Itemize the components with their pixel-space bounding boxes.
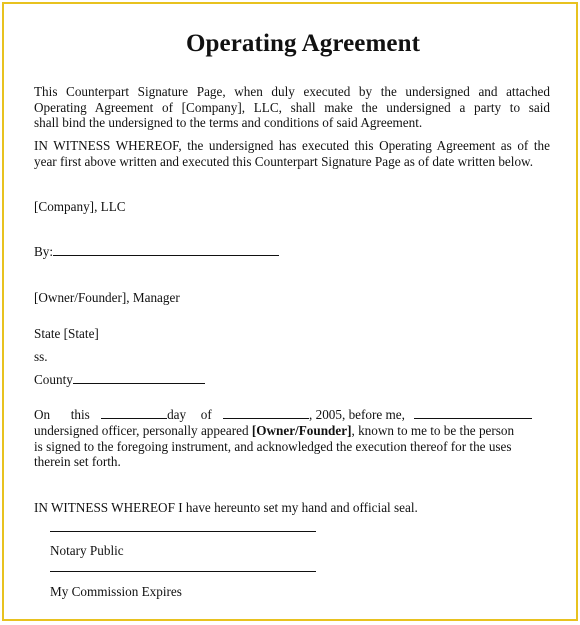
before-me-blank[interactable]: [414, 417, 532, 419]
year-text: , 2005, before me,: [309, 407, 405, 422]
appeared-text: undersigned officer, personally appeared: [34, 423, 249, 438]
owner-bold: [Owner/Founder]: [251, 423, 352, 438]
notary-line-1: [34, 407, 550, 423]
company-name: [Company], LLC: [34, 199, 126, 214]
document-page: [2, 2, 578, 621]
witness-line-2: year first above written and executed this Counterpart Signature Page as of date written below.: [34, 153, 534, 169]
notary-line-2: [34, 423, 514, 439]
by-label: By:: [34, 244, 54, 259]
commission-signature-blank[interactable]: [50, 571, 316, 572]
on-word: On: [34, 407, 51, 422]
of-word: of: [200, 407, 212, 422]
known-text: , known to me to be the person: [351, 423, 515, 438]
month-blank[interactable]: [223, 417, 309, 419]
by-signature-blank[interactable]: [53, 254, 279, 256]
witness-line-1: IN WITNESS WHEREOF, the undersigned has executed this Operating Agreement as of the: [34, 138, 550, 153]
state-line: State [State]: [34, 326, 99, 341]
this-word: this: [70, 407, 90, 422]
notary-public-label: Notary Public: [50, 543, 124, 558]
witness-seal-line: IN WITNESS WHEREOF I have hereunto set my hand and official seal.: [34, 500, 418, 515]
document-title: Operating Agreement: [185, 30, 421, 57]
intro-line-1: This Counterpart Signature Page, when duly executed by the undersigned and attached: [34, 84, 550, 99]
intro-line-2: Operating Agreement of [Company], LLC, shall make the undersigned a party to said: [34, 99, 550, 115]
ss-line: ss.: [34, 349, 48, 364]
commission-expires-label: My Commission Expires: [50, 584, 182, 599]
notary-line-3: is signed to the foregoing instrument, and acknowledged the execution thereof for the uses: [34, 438, 512, 454]
intro-line-3: shall bind the undersigned to the terms and conditions of said Agreement.: [34, 115, 423, 130]
owner-manager: [Owner/Founder], Manager: [34, 290, 180, 305]
by-signature-line: [34, 244, 279, 260]
notary-signature-blank[interactable]: [50, 531, 316, 532]
county-line: [34, 372, 205, 388]
day-word: day: [167, 407, 187, 422]
day-blank[interactable]: [101, 417, 167, 419]
county-label: County: [34, 372, 73, 387]
notary-line-4: therein set forth.: [34, 454, 121, 469]
county-blank[interactable]: [73, 382, 205, 384]
